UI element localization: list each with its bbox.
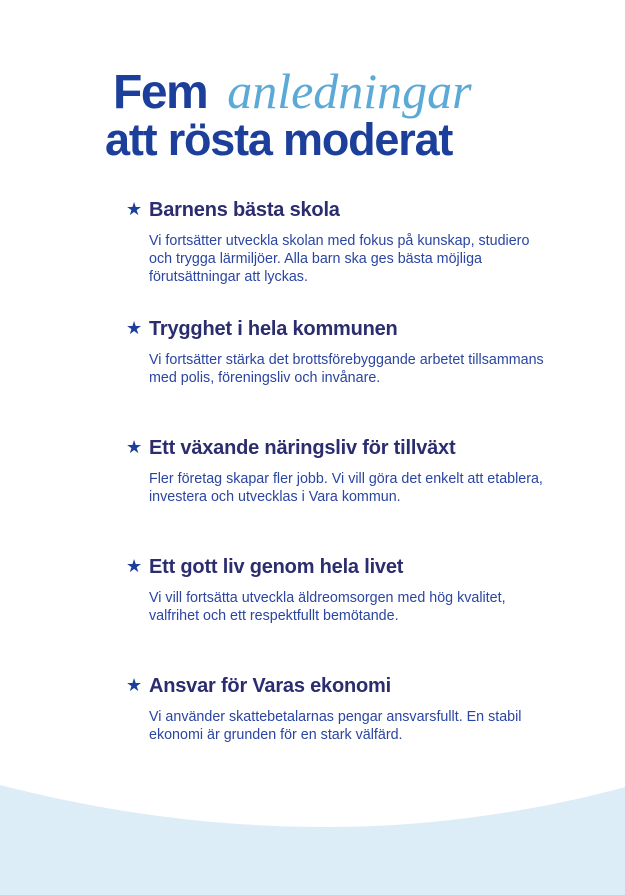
headline-word-anledningar: anledningar xyxy=(227,63,472,119)
reason-heading xyxy=(126,553,566,581)
reason-text: Vi fortsätter utveckla skolan med fokus på kunskap, studiero och trygga lärmiljöer. Alla barn ska ges bästa möjliga förutsättningar att lyckas. xyxy=(149,233,530,285)
reason-heading xyxy=(126,315,566,343)
reason-text: Fler företag skapar fler jobb. Vi vill göra det enkelt att etablera, investera och utvecklas i Vara kommun. xyxy=(149,471,543,505)
headline-word-fem: Fem xyxy=(113,66,208,119)
reason-text: Vi vill fortsätta utveckla äldreomsorgen med hög kvalitet, valfrihet och ett respektfullt bemötande. xyxy=(149,590,506,624)
reason-title: Ett växande näringsliv för tillväxt xyxy=(149,436,456,459)
reason-item xyxy=(126,196,566,286)
star-icon: ★ xyxy=(126,199,143,220)
headline-line-1 xyxy=(105,62,585,118)
headline xyxy=(105,62,585,165)
reason-item xyxy=(126,672,566,744)
reason-item xyxy=(126,315,566,387)
reason-heading xyxy=(126,196,566,224)
star-icon: ★ xyxy=(126,437,143,458)
reason-heading xyxy=(126,672,566,700)
reason-title: Ansvar för Varas ekonomi xyxy=(149,674,391,697)
reason-heading xyxy=(126,434,566,462)
headline-line-2: att rösta moderat xyxy=(105,114,453,165)
reason-text: Vi fortsätter stärka det brottsförebyggande arbetet tillsammans med polis, föreningsliv och invånare. xyxy=(149,352,544,386)
wave-decoration xyxy=(0,785,625,895)
star-icon: ★ xyxy=(126,556,143,577)
star-icon: ★ xyxy=(126,675,143,696)
reason-title: Barnens bästa skola xyxy=(149,198,340,221)
reason-item xyxy=(126,553,566,625)
reason-text: Vi använder skattebetalarnas pengar ansvarsfullt. En stabil ekonomi är grunden för en stark välfärd. xyxy=(149,709,522,743)
star-icon: ★ xyxy=(126,318,143,339)
wave-shape xyxy=(0,785,625,895)
reason-item xyxy=(126,434,566,506)
reason-title: Trygghet i hela kommunen xyxy=(149,317,398,340)
reason-title: Ett gott liv genom hela livet xyxy=(149,555,404,578)
